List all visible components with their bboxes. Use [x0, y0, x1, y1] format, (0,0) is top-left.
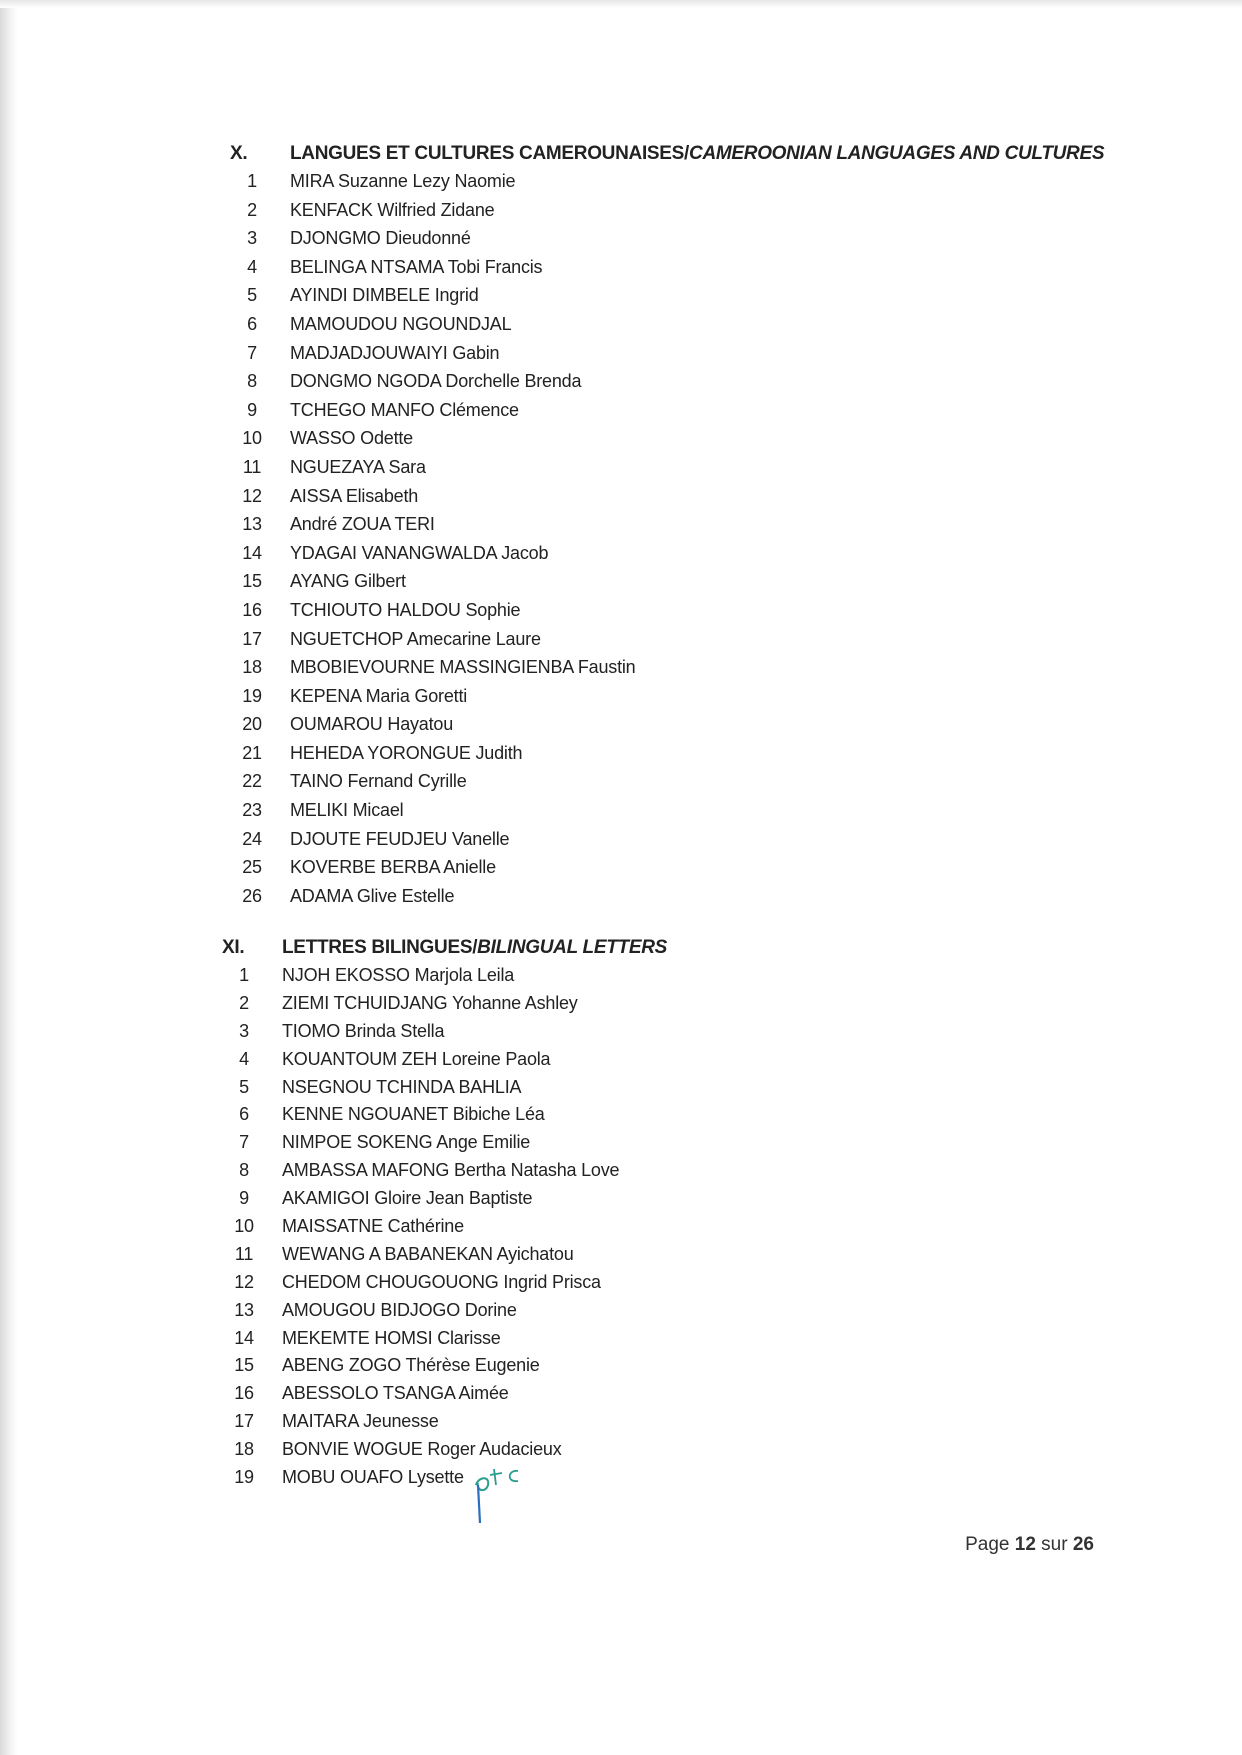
entry-number: 24 — [242, 828, 262, 849]
entry-name: ABESSOLO TSANGA Aimée — [282, 1383, 509, 1404]
entry-name: NJOH EKOSSO Marjola Leila — [282, 965, 515, 985]
entry-number: 12 — [242, 485, 262, 506]
entry-number: 4 — [247, 256, 257, 277]
entry-number: 5 — [239, 1076, 249, 1097]
footer-prefix: Page — [965, 1534, 1010, 1555]
entry-name: MAMOUDOU NGOUNDJAL — [290, 313, 512, 334]
section-x-heading — [230, 143, 1104, 171]
footer-total-pages: 26 — [1072, 1534, 1094, 1555]
list-item — [230, 314, 1104, 343]
list-item — [222, 1411, 667, 1439]
entry-name: DJONGMO Dieudonné — [290, 228, 471, 249]
entry-name: TCHIOUTO HALDOU Sophie — [290, 599, 521, 620]
entry-number: 4 — [239, 1048, 249, 1069]
list-item — [230, 571, 1104, 600]
entry-name: AYINDI DIMBELE Ingrid — [290, 285, 479, 306]
section-xi-number: XI. — [222, 937, 245, 958]
entry-number: 17 — [234, 1411, 254, 1432]
list-item — [222, 1467, 667, 1495]
list-item — [222, 1244, 667, 1272]
footer-middle: sur — [1041, 1534, 1068, 1555]
entry-number: 5 — [247, 285, 257, 306]
entry-name: MIRA Suzanne Lezy Naomie — [290, 171, 516, 191]
entry-name: TCHEGO MANFO Clémence — [290, 399, 519, 420]
list-item — [230, 257, 1104, 286]
entry-number: 18 — [234, 1439, 254, 1460]
entry-name: KENNE NGOUANET Bibiche Léa — [282, 1104, 545, 1125]
entry-number: 7 — [239, 1132, 249, 1153]
list-item — [230, 428, 1104, 457]
section-x-title-en: CAMEROONIAN LANGUAGES AND CULTURES — [689, 143, 1105, 164]
entry-name: ADAMA Glive Estelle — [290, 885, 455, 906]
entry-name: HEHEDA YORONGUE Judith — [290, 742, 523, 763]
list-item — [222, 1160, 667, 1188]
list-item — [222, 1132, 667, 1160]
entry-number: 16 — [242, 599, 262, 620]
entry-number: 16 — [234, 1383, 254, 1404]
list-item — [230, 457, 1104, 486]
scan-shadow-top — [0, 0, 1242, 8]
entry-number: 2 — [247, 199, 257, 220]
list-item — [230, 686, 1104, 715]
handwritten-initials — [468, 1465, 530, 1525]
entry-number: 23 — [242, 800, 262, 821]
entry-number: 13 — [242, 514, 262, 535]
entry-name: MELIKI Micael — [290, 800, 404, 821]
entry-name: DJOUTE FEUDJEU Vanelle — [290, 828, 510, 849]
section-xi-list — [222, 965, 667, 1495]
entry-number: 22 — [242, 771, 262, 792]
entry-number: 15 — [234, 1355, 254, 1376]
entry-number: 10 — [242, 428, 262, 449]
entry-name: AKAMIGOI Gloire Jean Baptiste — [282, 1188, 533, 1209]
entry-number: 25 — [242, 857, 262, 878]
entry-name: BELINGA NTSAMA Tobi Francis — [290, 256, 543, 277]
list-item — [230, 886, 1104, 915]
list-item — [222, 1272, 667, 1300]
entry-name: WEWANG A BABANEKAN Ayichatou — [282, 1243, 574, 1264]
entry-number: 3 — [247, 228, 257, 249]
list-item — [230, 771, 1104, 800]
entry-name: TIOMO Brinda Stella — [282, 1020, 445, 1041]
list-item — [222, 993, 667, 1021]
entry-name: André ZOUA TERI — [290, 514, 435, 535]
entry-number: 3 — [239, 1020, 249, 1041]
list-item — [230, 171, 1104, 200]
entry-name: NGUEZAYA Sara — [290, 456, 426, 477]
entry-name: AYANG Gilbert — [290, 571, 406, 592]
list-item — [222, 1300, 667, 1328]
list-item — [230, 800, 1104, 829]
entry-name: KEPENA Maria Goretti — [290, 685, 468, 706]
list-item — [230, 829, 1104, 858]
list-item — [230, 857, 1104, 886]
entry-number: 17 — [242, 628, 262, 649]
entry-name: CHEDOM CHOUGOUONG Ingrid Prisca — [282, 1271, 601, 1292]
entry-name: AISSA Elisabeth — [290, 485, 419, 506]
entry-name: AMOUGOU BIDJOGO Dorine — [282, 1299, 517, 1320]
entry-name: MAISSATNE Cathérine — [282, 1216, 464, 1237]
scan-shadow-left — [0, 0, 18, 1755]
entry-name: OUMAROU Hayatou — [290, 714, 454, 735]
list-item — [222, 1077, 667, 1105]
entry-number: 20 — [242, 714, 262, 735]
entry-number: 6 — [239, 1104, 249, 1125]
entry-number: 15 — [242, 571, 262, 592]
entry-number: 10 — [234, 1216, 254, 1237]
list-item — [230, 228, 1104, 257]
list-item — [230, 543, 1104, 572]
list-item — [222, 1383, 667, 1411]
entry-number: 11 — [234, 1243, 254, 1264]
list-item — [230, 743, 1104, 772]
entry-number: 14 — [242, 542, 262, 563]
entry-name: MAITARA Jeunesse — [282, 1411, 439, 1432]
entry-number: 8 — [247, 371, 257, 392]
section-xi-heading — [222, 937, 667, 965]
entry-number: 9 — [247, 399, 257, 420]
entry-name: MEKEMTE HOMSI Clarisse — [282, 1327, 501, 1348]
list-item — [222, 1049, 667, 1077]
entry-number: 13 — [234, 1299, 254, 1320]
entry-number: 21 — [242, 742, 262, 763]
entry-name: KENFACK Wilfried Zidane — [290, 199, 495, 220]
entry-number: 1 — [239, 965, 249, 985]
list-item — [222, 1188, 667, 1216]
entry-number: 2 — [239, 992, 249, 1013]
entry-name: BONVIE WOGUE Roger Audacieux — [282, 1439, 562, 1460]
list-item — [222, 1355, 667, 1383]
list-item — [230, 486, 1104, 515]
entry-name: NIMPOE SOKENG Ange Emilie — [282, 1132, 531, 1153]
entry-name: TAINO Fernand Cyrille — [290, 771, 467, 792]
entry-name: AMBASSA MAFONG Bertha Natasha Love — [282, 1160, 620, 1181]
entry-name: KOVERBE BERBA Anielle — [290, 857, 496, 878]
entry-name: YDAGAI VANANGWALDA Jacob — [290, 542, 549, 563]
entry-name: ABENG ZOGO Thérèse Eugenie — [282, 1355, 540, 1376]
list-item — [230, 714, 1104, 743]
entry-number: 7 — [247, 342, 257, 363]
entry-number: 11 — [242, 456, 262, 477]
entry-name: ZIEMI TCHUIDJANG Yohanne Ashley — [282, 992, 578, 1013]
entry-name: NGUETCHOP Amecarine Laure — [290, 628, 541, 649]
list-item — [230, 600, 1104, 629]
page-footer — [965, 1534, 1094, 1556]
entry-number: 8 — [239, 1160, 249, 1181]
section-xi-title-fr: LETTRES BILINGUES/ — [282, 937, 478, 958]
entry-name: WASSO Odette — [290, 428, 413, 449]
section-xi-title-en: BILINGUAL LETTERS — [477, 937, 667, 958]
entry-name: DONGMO NGODA Dorchelle Brenda — [290, 371, 582, 392]
entry-number: 18 — [242, 657, 262, 678]
section-xi — [222, 937, 667, 1495]
entry-name: MADJADJOUWAIYI Gabin — [290, 342, 500, 363]
list-item — [230, 514, 1104, 543]
entry-number: 1 — [247, 171, 257, 191]
list-item — [230, 629, 1104, 658]
entry-name: MOBU OUAFO Lysette — [282, 1467, 464, 1488]
list-item — [230, 343, 1104, 372]
list-item — [230, 285, 1104, 314]
section-x-list — [230, 171, 1104, 914]
entry-name: MBOBIEVOURNE MASSINGIENBA Faustin — [290, 657, 636, 678]
list-item — [222, 1216, 667, 1244]
footer-current-page: 12 — [1014, 1534, 1036, 1555]
section-x-number: X. — [230, 143, 248, 164]
entry-name: NSEGNOU TCHINDA BAHLIA — [282, 1076, 522, 1097]
list-item — [222, 1439, 667, 1467]
list-item — [230, 371, 1104, 400]
entry-number: 14 — [234, 1327, 254, 1348]
list-item — [230, 400, 1104, 429]
list-item — [222, 1328, 667, 1356]
entry-number: 26 — [242, 885, 262, 906]
entry-name: KOUANTOUM ZEH Loreine Paola — [282, 1048, 551, 1069]
list-item — [230, 200, 1104, 229]
list-item — [222, 1021, 667, 1049]
list-item — [222, 1104, 667, 1132]
entry-number: 19 — [242, 685, 262, 706]
list-item — [222, 965, 667, 993]
entry-number: 6 — [247, 313, 257, 334]
section-x-title-fr: LANGUES ET CULTURES CAMEROUNAISES/ — [290, 143, 690, 164]
entry-number: 12 — [234, 1271, 254, 1292]
list-item — [230, 657, 1104, 686]
entry-number: 19 — [234, 1467, 254, 1488]
section-x — [230, 143, 1104, 914]
entry-number: 9 — [239, 1188, 249, 1209]
